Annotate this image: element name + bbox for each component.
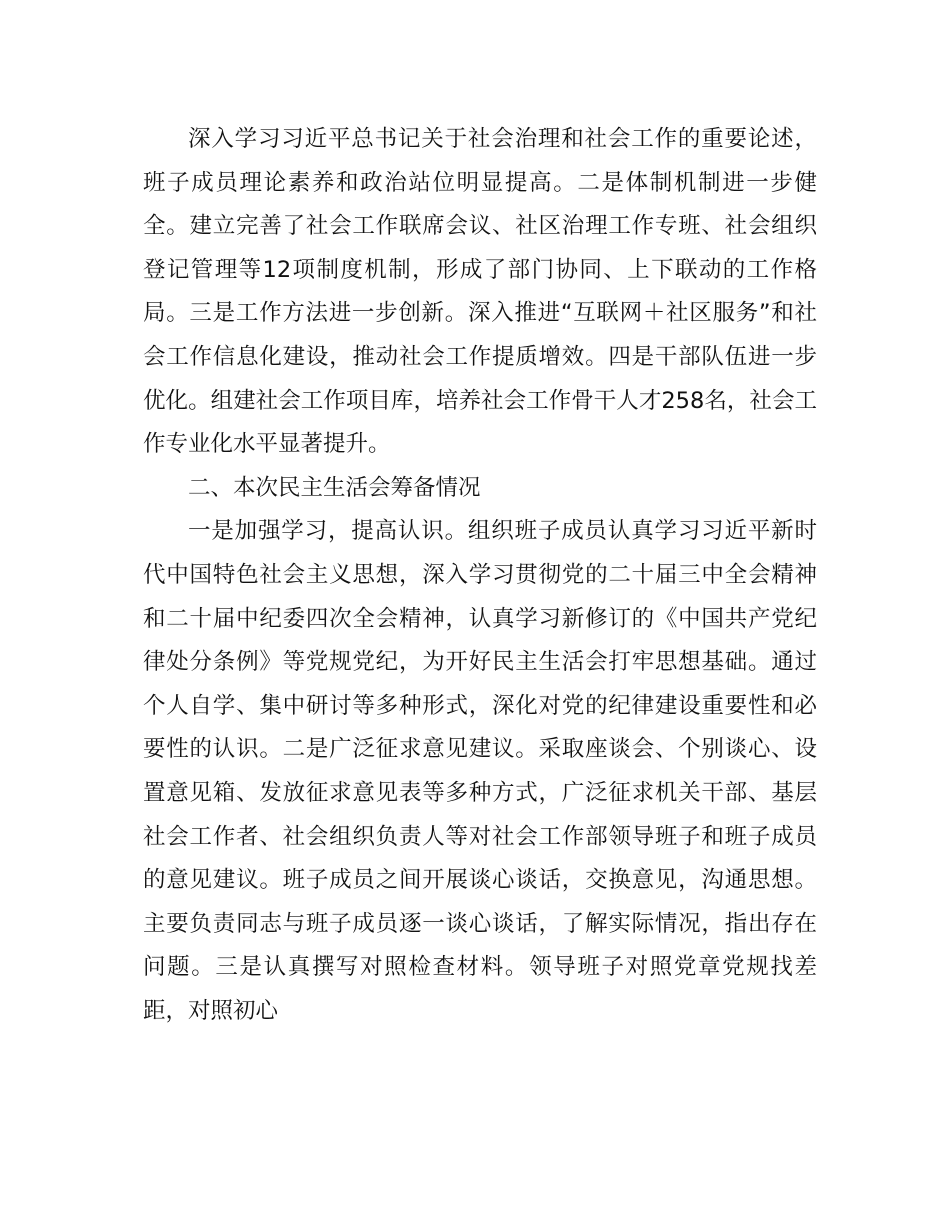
paragraph-preparation-details: 一是加强学习，提高认识。组织班子成员认真学习习近平新时代中国特色社会主义思想，深入学习贯彻党的二十届三中全会精神和二十届中纪委四次全会精神，认真学习新修订的《中国共产党纪律处分条例》等党规党纪，为开好民主生活会打牢思想基础。通过个人自学、集中研讨等多种形式，深化对党的纪律建设重要性和必要性的认识。二是广泛征求意见建议。采取座谈会、个别谈心、设置意见箱、发放征求意见表等多种方式，广泛征求机关干部、基层社会工作者、社会组织负责人等对社会工作部领导班子和班子成员的意见建议。班子成员之间开展谈心谈话，交换意见，沟通思想。主要负责同志与班子成员逐一谈心谈话，了解实际情况，指出存在问题。三是认真撰写对照检查材料。领导班子对照党章党规找差距，对照初心: [143, 518, 817, 1024]
document-body: [143, 118, 817, 1033]
paragraph-work-results: 深入学习习近平总书记关于社会治理和社会工作的重要论述，班子成员理论素养和政治站位明显提高。二是体制机制进一步健全。建立完善了社会工作联席会议、社区治理工作专班、社会组织登记管理等12项制度机制，形成了部门协同、上下联动的工作格局。三是工作方法进一步创新。深入推进“互联网＋社区服务”和社会工作信息化建设，推动社会工作提质增效。四是干部队伍进一步优化。组建社会工作项目库，培养社会工作骨干人才258名，社会工作专业化水平显著提升。: [143, 126, 817, 458]
section-heading-preparation: 二、本次民主生活会筹备情况: [188, 474, 481, 501]
